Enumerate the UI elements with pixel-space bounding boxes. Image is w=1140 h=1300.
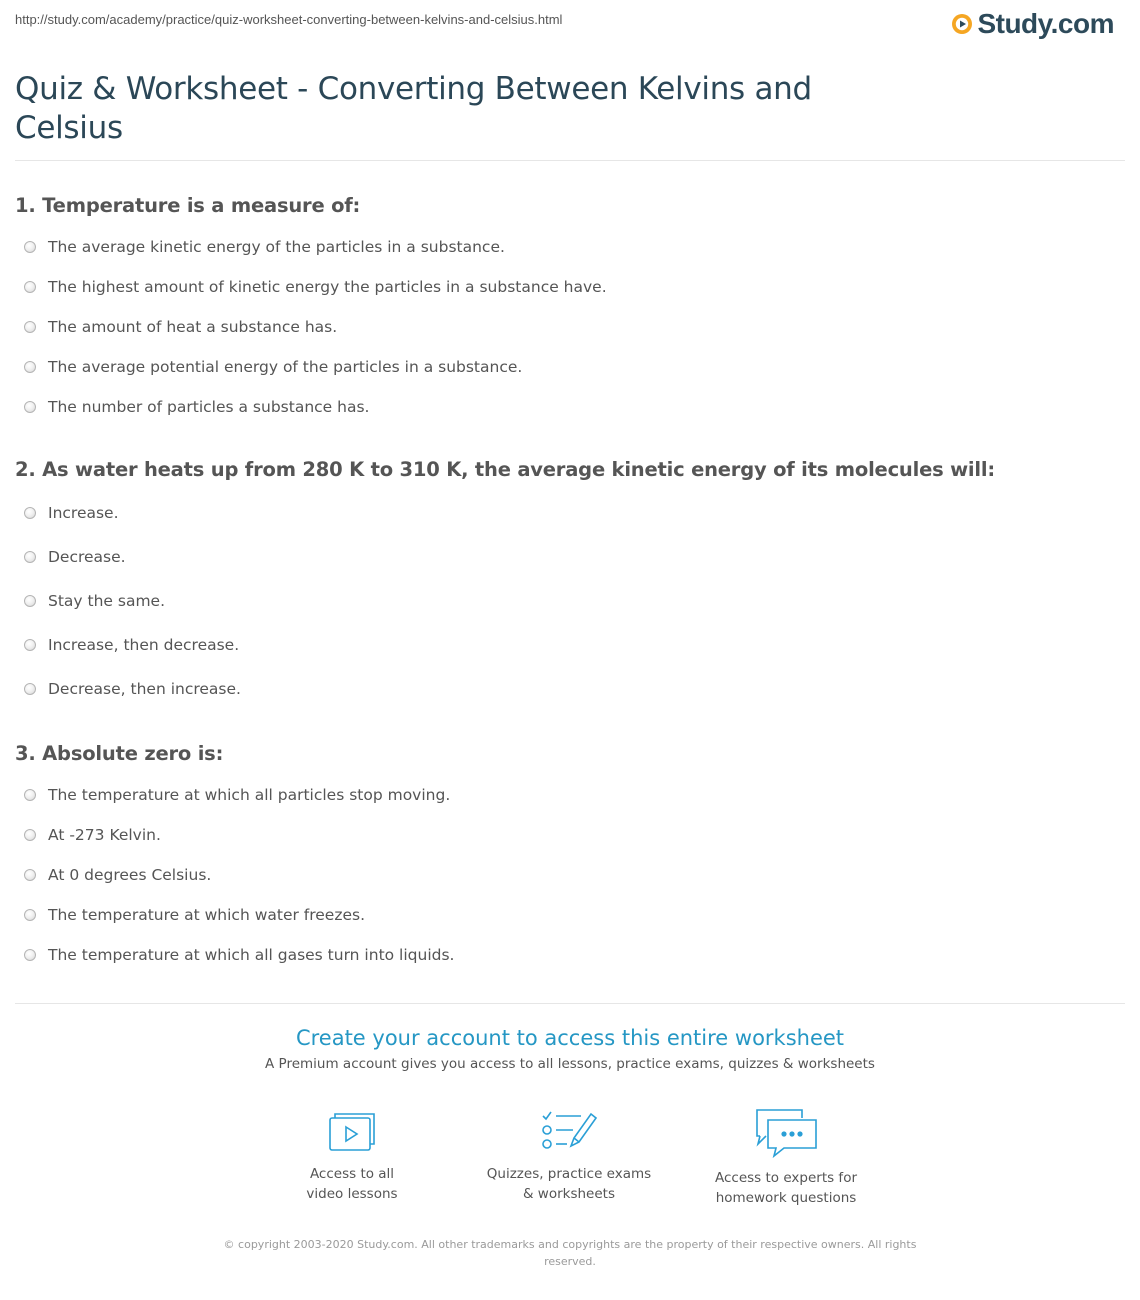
answer-option[interactable]: [15, 633, 239, 657]
play-logo-icon: [951, 13, 973, 35]
create-account-link[interactable]: Create your account to access this entire worksheet: [295, 1026, 845, 1050]
answer-text: The temperature at which all particles stop moving.: [48, 786, 451, 804]
question-text: 3. Absolute zero is:: [15, 742, 224, 765]
video-icon: [326, 1108, 378, 1154]
feature-quizzes: [479, 1108, 659, 1204]
question-1: [15, 194, 1125, 416]
radio-button[interactable]: [24, 281, 36, 293]
answer-option[interactable]: [15, 355, 522, 379]
answer-option[interactable]: [15, 501, 119, 525]
answer-text: The average potential energy of the particles in a substance.: [48, 358, 523, 376]
feature-video-lessons: [262, 1108, 442, 1204]
radio-button[interactable]: [24, 361, 36, 373]
page-url: http://study.com/academy/practice/quiz-worksheet-converting-between-kelvins-and-celsius.html: [15, 12, 563, 27]
radio-button[interactable]: [24, 595, 36, 607]
answer-option[interactable]: [15, 863, 211, 887]
answer-option[interactable]: [15, 315, 337, 339]
radio-button[interactable]: [24, 789, 36, 801]
feature-label-line: homework questions: [715, 1190, 857, 1206]
answer-option[interactable]: [15, 545, 126, 569]
radio-button[interactable]: [24, 507, 36, 519]
answer-option[interactable]: [15, 903, 365, 927]
answer-option[interactable]: [15, 235, 505, 259]
answer-option[interactable]: [15, 275, 607, 299]
feature-experts: [696, 1108, 876, 1208]
feature-label-line: video lessons: [306, 1186, 398, 1202]
checklist-icon: [541, 1108, 597, 1154]
question-text: 1. Temperature is a measure of:: [15, 194, 361, 217]
answer-text: The highest amount of kinetic energy the particles in a substance have.: [48, 278, 607, 296]
radio-button[interactable]: [24, 869, 36, 881]
answer-option[interactable]: [15, 783, 450, 807]
page-title: Quiz & Worksheet - Converting Between Kelvins and Celsius: [15, 71, 812, 146]
feature-label-line: Access to all: [309, 1166, 395, 1182]
question-3: [15, 742, 1125, 964]
answer-text: Decrease, then increase.: [48, 680, 241, 698]
answer-text: Decrease.: [48, 548, 126, 566]
answer-text: The average kinetic energy of the particles in a substance.: [48, 238, 505, 256]
answer-option[interactable]: [15, 943, 454, 967]
feature-label-line: Quizzes, practice exams: [486, 1166, 652, 1182]
answer-text: Increase, then decrease.: [48, 636, 240, 654]
answer-option[interactable]: [15, 589, 165, 613]
answer-text: The temperature at which all gases turn into liquids.: [48, 946, 455, 964]
question-text: 2. As water heats up from 280 K to 310 K, the average kinetic energy of its molecules will:: [15, 458, 995, 481]
answer-text: Stay the same.: [48, 592, 166, 610]
answer-text: The temperature at which water freezes.: [48, 906, 366, 924]
cta-subtitle: A Premium account gives you access to all lessons, practice exams, quizzes & worksheets: [265, 1056, 875, 1072]
radio-button[interactable]: [24, 551, 36, 563]
answer-option[interactable]: [15, 677, 241, 701]
radio-button[interactable]: [24, 949, 36, 961]
answer-text: Increase.: [48, 504, 119, 522]
radio-button[interactable]: [24, 683, 36, 695]
feature-label-line: Access to experts for: [714, 1170, 857, 1186]
feature-label-line: & worksheets: [522, 1186, 615, 1202]
radio-button[interactable]: [24, 401, 36, 413]
answer-option[interactable]: [15, 823, 161, 847]
radio-button[interactable]: [24, 829, 36, 841]
chat-bubbles-icon: [754, 1108, 818, 1158]
answer-option[interactable]: [15, 395, 369, 419]
copyright-notice: © copyright 2003-2020 Study.com. All other trademarks and copyrights are the property of their respective owners. All rights reserved.: [223, 1238, 917, 1268]
answer-text: At 0 degrees Celsius.: [48, 866, 212, 884]
answer-text: The number of particles a substance has.: [48, 398, 370, 416]
divider: [15, 1003, 1125, 1004]
answer-text: At -273 Kelvin.: [48, 826, 161, 844]
question-2: [15, 458, 1125, 698]
logo-text: Study.com: [977, 8, 1114, 39]
study-logo[interactable]: [951, 6, 1114, 42]
radio-button[interactable]: [24, 909, 36, 921]
radio-button[interactable]: [24, 321, 36, 333]
radio-button[interactable]: [24, 241, 36, 253]
radio-button[interactable]: [24, 639, 36, 651]
divider: [15, 160, 1125, 161]
answer-text: The amount of heat a substance has.: [48, 318, 338, 336]
